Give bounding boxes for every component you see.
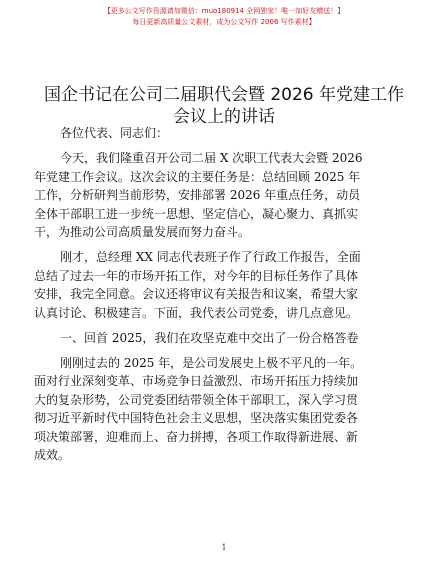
title-line-1: 国企书记在公司二届职代会暨 2026 年党建工作 xyxy=(43,85,405,105)
paragraph-line: 项决策部署，迎难而上、奋力拼搏，各项工作取得新进展、新 xyxy=(34,429,359,444)
paragraph-line: 总结了过去一年的市场开拓工作，对今年的目标任务作了具体 xyxy=(34,268,359,283)
paragraph-line: 刚刚过去的 2025 年，是公司发展史上极不平凡的一年。 xyxy=(60,355,363,370)
paragraph-line: 工作，分析研判当前形势，安排部署 2026 年重点任务，动员 xyxy=(34,188,361,202)
document-body xyxy=(34,124,414,471)
paragraph-line: 年党建工作会议。这次会议的主要任务是：总结回顾 2025 年 xyxy=(34,169,361,184)
paragraph-line: 成效。 xyxy=(34,448,71,462)
paragraph-line: 面对行业深刻变革、市场竞争日益激烈、市场开拓压力持续加 xyxy=(34,374,359,388)
promo-line-1: 【更多公文写作资源请加微信：muo180914 全网独家！唯一加好友赠送！】 xyxy=(103,7,345,15)
paragraph-line: 认真讨论、积极建言。下面，我代表公司党委，讲几点意见。 xyxy=(34,305,359,320)
section-heading-1 xyxy=(34,329,414,348)
salutation-text: 各位代表、同志们： xyxy=(60,126,169,140)
section-heading-text: 一、回首 2025，我们在攻坚克难中交出了一份合格答卷 xyxy=(60,330,359,345)
paragraph-opening xyxy=(34,149,414,242)
paragraph-line: 大的复杂形势，公司党委团结带领全体干部职工，深入学习贯 xyxy=(34,392,359,407)
page-number: 1 xyxy=(221,543,227,552)
promo-banner xyxy=(0,6,448,28)
paragraph-review xyxy=(34,354,414,465)
paragraph-line: 彻习近平新时代中国特色社会主义思想，坚决落实集团党委各 xyxy=(34,411,359,425)
promo-line-2: 每日更新高质量公文素材，成为公文写作 2006 写作素材】 xyxy=(132,18,316,26)
title-line-2: 会议上的讲话 xyxy=(173,107,275,127)
paragraph-line: 全体干部职工进一步统一思想、坚定信心，凝心聚力、真抓实 xyxy=(34,206,359,221)
paragraph-line: 安排，我完全同意。会议还将审议有关报告和议案，希望大家 xyxy=(34,287,359,301)
salutation xyxy=(34,124,414,143)
document-title xyxy=(40,84,408,128)
paragraph-line: 刚才，总经理 XX 同志代表班子作了行政工作报告，全面 xyxy=(60,250,361,264)
paragraph-line: 干，为推动公司高质量发展而努力奋斗。 xyxy=(34,225,251,239)
paragraph-report xyxy=(34,248,414,322)
paragraph-line: 今天，我们隆重召开公司二届 X 次职工代表大会暨 2026 xyxy=(60,151,363,165)
